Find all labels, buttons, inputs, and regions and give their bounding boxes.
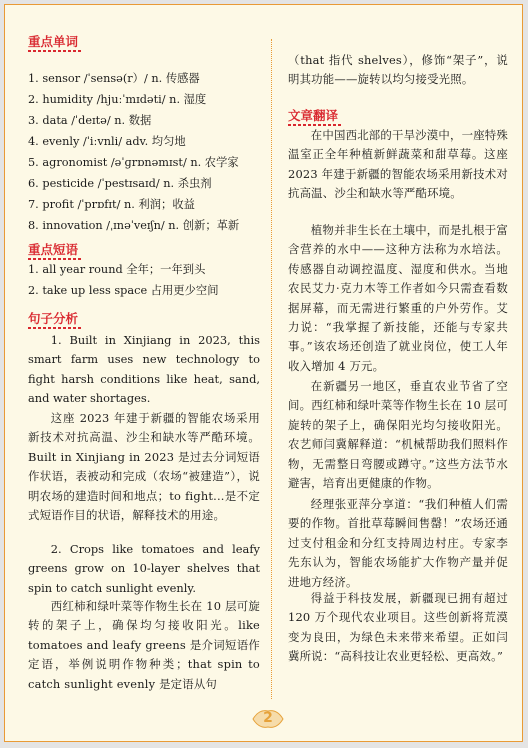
- column-divider: [271, 39, 272, 699]
- vocab-item: 3. data /ˈdeɪtə/ n. 数据: [28, 114, 152, 127]
- analysis-continuation: （that 指代 shelves），修饰“架子”，说明其功能——旋转以均匀接受光照。: [288, 53, 508, 87]
- vocab-item: 7. profit /ˈprɒfɪt/ n. 利润；收益: [28, 198, 195, 211]
- phrase-item: 1. all year round 全年；一年到头: [28, 263, 206, 276]
- vocab-heading: 重点单词: [28, 35, 83, 49]
- vocab-item: 1. sensor /ˈsensə(r）/ n. 传感器: [28, 72, 200, 85]
- page: [4, 4, 523, 742]
- heading-underline: [28, 327, 83, 329]
- vocab-item: 8. innovation /ˌɪnəˈveɪʃn/ n. 创新；革新: [28, 219, 240, 232]
- analysis-explanation: 西红柿和绿叶菜等作物生长在 10 层可旋转的架子上，确保均匀接收阳光。like tomatoes and leafy greens 是介词短语作定语，举例说明作物种类；that spin to catch sunlight evenly 是定语从句: [28, 599, 260, 691]
- analysis-sentence: 1. Built in Xinjiang in 2023, this smart farm uses new technology to fight harsh conditions like heat, sand, and water shortages.: [28, 333, 260, 406]
- translation-paragraph: 植物并非生长在土壤中，而是扎根于富含营养的水中——这种方法称为水培法。传感器自动调控温度、湿度和供水。当地农民艾力·克力木等工作者如今只需查看数据屏幕，而无需进行繁重的户外劳作。艾力说：“我掌握了新技能，还能与专家共事。”该农场还创造了就业岗位，使工人年收入增加 4 万元。: [288, 223, 508, 373]
- vocab-item: 6. pesticide /ˈpestɪsaɪd/ n. 杀虫剂: [28, 177, 212, 190]
- analysis-explanation: 这座 2023 年建于新疆的智能农场采用新技术对抗高温、沙尘和缺水等严酷环境。Built in Xinjiang in 2023 是过去分词短语作状语，表被动和完成（农场“被建造”），说明农场的建造时间和地点；to fight...是不定式短语作目的状语，解释技术的用途。: [28, 411, 260, 523]
- vocab-item: 2. humidity /hjuːˈmɪdəti/ n. 湿度: [28, 93, 207, 106]
- translation-heading: 文章翻译: [288, 109, 343, 123]
- analysis-sentence: 2. Crops like tomatoes and leafy greens grow on 10-layer shelves that spin to catch sunlight evenly.: [28, 542, 260, 595]
- analysis-heading: 句子分析: [28, 312, 83, 326]
- translation-paragraph: 得益于科技发展，新疆现已拥有超过 120 万个现代农业项目。这些创新将荒漠变为良田，为绿色未来带来希望。正如闫冀所说：“高科技让农业更轻松、更高效。”: [288, 591, 508, 664]
- translation-paragraph: 在中国西北部的干旱沙漠中，一座特殊温室正全年种植新鲜蔬菜和甜草莓。这座 2023 年建于新疆的智能农场采用新技术对抗高温、沙尘和缺水等严酷环境。: [288, 128, 508, 201]
- vocab-item: 5. agronomist /əˈɡrɒnəmɪst/ n. 农学家: [28, 156, 239, 169]
- vocab-item: 4. evenly /ˈiːvnli/ adv. 均匀地: [28, 135, 186, 148]
- phrase-heading: 重点短语: [28, 243, 83, 257]
- heading-underline: [28, 50, 83, 52]
- translation-paragraph: 在新疆另一地区，垂直农业节省了空间。西红柿和绿叶菜等作物生长在 10 层可旋转的架子上，确保阳光均匀接收阳光。农艺师闫冀解释道：“机械帮助我们照料作物，无需整日弯腰或蹲守。”这些方法节水避害，培育出更健康的作物。: [288, 379, 508, 491]
- translation-paragraph: 经理张亚萍分享道：“我们种植人们需要的作物。首批草莓瞬间售罄！”农场还通过支付租金和分红支持周边村庄。专家李先东认为，智能农场能扩大作物产量并促进地方经济。: [288, 497, 508, 589]
- page-number: 2: [251, 707, 285, 731]
- phrase-item: 2. take up less space 占用更少空间: [28, 284, 219, 297]
